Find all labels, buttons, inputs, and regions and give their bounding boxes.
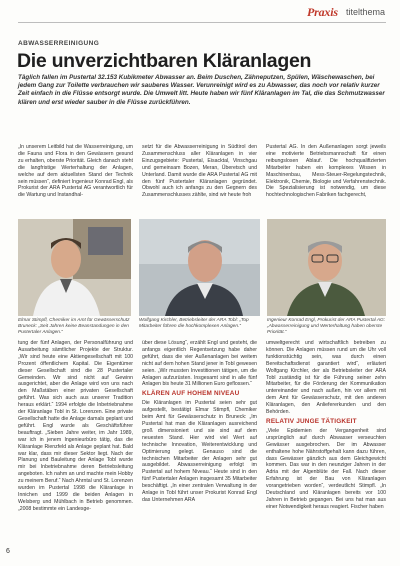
portrait-image [139,219,260,316]
subheading-klaeren: KLÄREN AUF HOHEM NIVEAU [142,390,240,398]
caption-kirchler: Wolfgang Kirchler, Betriebsleiter der ARA Tobl: „Top Mitarbeiter führen die hochkomplexen Anlagen.“ [139,318,249,329]
masthead-section: titelthema [346,7,386,17]
caption-stimpfl: Elmar Stimpfl, Chemiker im Amt für Gewässerschutz Bruneck: „Seit Jahren keine Beanstandungen in den Pustertaler Anlagen.“ [18,318,130,335]
portrait-image [18,219,131,316]
column-2-bottom: über diese Lösung“, erzählt Engl und gesteht, die anfangs eigentlich Regentsetzung habe daher geführt, dass die vier Außenanlagen bei weitem nicht auf dem hohen Stand jener in Tobl gewesen seien. „Wir mussten Investitionen tätigen, um die Anlagen aufzurüsten. Insgesamt sind in alle fünf Anlagen bis heute 31 Millionen Euro geflossen.“ KLÄREN AUF HOHEM NIVEAU Die Kläranlagen im Pustertal seien sehr gut aufgestellt, bestätigt Elmar Stimpfl, Chemiker beim Amt für Gewässerschutz in Bruneck: „Im Pustertal hat man die Kläranlagen ausreichend groß dimensioniert und sie sind auf dem neuesten Stand. Hier wird viel Wert auf technische Innovation, Weiterentwicklung und Optimierung gelegt. Genauso sind die technischen Mitarbeiter der Anlagen sehr gut ausgebildet. Abwasserreinigung erfolgt im Pustertal auf hohem Niveau.“ Heute sind in den fünf Pustertaler Anlagen insgesamt 35 Mitarbeiter beschäftigt. „In einer zentralen Verwaltung in der Anlage in Tobl führt unser Prokurist Konrad Engl das Unternehmen ARA [142,340,257,503]
portrait-image [267,219,386,316]
header-rule [18,22,386,23]
lead-paragraph: Täglich fallen im Pustertal 32.153 Kubikmeter Abwasser an. Beim Duschen, Zähneputzen, Spülen, Wäschewaschen, bei jedem Gang zur Toilette verbrauchen wir sauberes Wasser. Verunreinigt wird es zu Abwasser, das noch vor relativ kurzer Zeit einfach in die Flüsse entsorgt wurde. Die Umwelt litt. Heute haben wir fünf Kläranlagen im Tal, die das Schmutzwasser klären und erst wieder sauber in die Flüsse zurückführen. [18,74,385,106]
column-3-top: Pustertal AG. In den Außenanlagen sorgt jeweils eine motivierte Betriebsmannschaft für einen reibungslosen Ablauf. Die hochqualifizierten Mitarbeiter haben ein komplexes Wissen in Maschinenbau, Mess-Steuer-Regelungstechnik, Elektronik, Chemie, Biologie und Verfahrenstechnik. Die Spezialisierung ist notwendig, um diese hochtechnologischen Fabriken fachgerecht, [266,144,386,199]
kicker: ABWASSERREINIGUNG [18,40,100,47]
photo-elmar-stimpfl [18,219,131,316]
caption-engl: Ingenieur Konrad Engl, Prokurist der ARA Pustertal AG: „Abwasserreinigung und Werterhaltung haben oberste Priorität.“ [267,318,386,335]
page-number: 6 [6,548,10,555]
photo-konrad-engl [267,219,386,316]
column-1-top: „In unserem Leitbild hat die Wasserreinigung, um die Fauna und Flora in den Gewässern gesund zu erhalten, oberste Priorität. Gleich danach steht die langfristige Werterhaltung der Anlagen, welche auf dem aktuellsten Stand der Technik sein müssen“, definiert Ingenieur Konrad Engl, als Prokurist der ARA Pustertal AG verantwortlich für die Wartung und Instandhal- [18,144,133,199]
subheading-junge-taetigkeit: RELATIV JUNGE TÄTIGKEIT [266,417,357,425]
masthead-brand: Praxis [307,5,338,19]
column-3-bottom: umweltgerecht und wirtschaftlich betreiben zu können. Die Anlagen müssen rund um die Uhr voll funktionstüchtig sein, was durch einen Bereitschaftsdienst garantiert wird“, erläutert Wolfgang Kirchler, der als Betriebsleiter der ARA Tobl zuständig ist für die Führung seiner zehn Mitarbeiter, für die Förderung der Kommunikation untereinander und nach außen, hin vor allem mit dem Amt für Gewässerschutz, mit den anderen Kläranlagen, den Anliefererkunden und den Behörden. RELATIV JUNGE TÄTIGKEIT „Viele Epidemien der Vergangenheit sind ursprünglich auf durch Abwasser verseuchten Gewässer ausgebrochen. Der im Abwasser enthaltene hohe Nährstoffgehalt kann dazu führen, dass Gewässer gänzlich aus dem Gleichgewicht kommen. Das war in den neunziger Jahren in der Adria mit der Algenblüte der Fall. Nach dieser Erfahrung ist der Bau von Kläranlagen vorangetrieben worden“, verdeutlicht Stimpfl. „In Deutschland und Kläranlagen bereits vor 100 Jahren in Betrieb gegangen. Bei uns hat man aus einer Notwendigkeit heraus reagiert. Fischer haben [266,340,386,510]
column-1-bottom: tung der fünf Anlagen, der Personalführung und Ausarbeitung sämtlicher Projekte der Struktur. „Wir sind heute eine Aktiengesellschaft mit 100 Prozent öffentlichem Kapital. Die Eigentümer dieser Gesellschaft sind die 28 Pustertaler Gemeinden. Wir sind nicht auf Gewinn ausgerichtet, aber die Anlage wird von uns nach den Maßstäben einer privaten Gesellschaft geführt. Was sich auch aus unserer Tradition heraus erklärt.“ 1994 erfolgte die Inbetriebnahme der Kläranlage Tobl in St. Lorenzen. Eine private Gesellschaft hatte die Anlage damals geplant und geführt. Engl wurde als Geschäftsführer beauftragt. „Sieben Jahre weiter, im Jahr 1989, war ich in jenem Ingenieurbüro tätig, das die Kläranlage Rienzfeld als Anlage geplant hat. Bald war klar, dass mir dieser Sektor liegt. Nach der Planung und Bauleitung der Anlage Tobl wurde mir bei Inbetriebnahme deren Betriebsleitung angeboten. Ich nahm an und machte mein Hobby zu meinem Beruf.“ Nach Ahrntal und St. Lorenzen wurden im Pustertal 1998 die Kläranlage in Innichen und 1999 die beiden Anlagen in Welsberg und Mühlbach in Betrieb genommen. „2008 bestimmte ein Landesge- [18,340,133,512]
photo-wolfgang-kirchler [139,219,260,316]
headline: Die unverzichtbaren Kläranlagen [17,50,312,72]
column-2-top: setzt für die Abwasserreinigung in Südtirol den Zusammenschluss aller Kläranlagen in vier Einzugsgebiete: Pustertal, Eisacktal, Vinschgau und gemeinsam Bozen, Meran, Überetsch und Unterland. Damit wurde die ARA Pustertal AG mit den fünf Pustertaler Kläranlagen gegründet. Obwohl auch ich anfangs zu den Gegnern des Zusammenschlusses zählte, sind wir heute froh [142,144,257,199]
